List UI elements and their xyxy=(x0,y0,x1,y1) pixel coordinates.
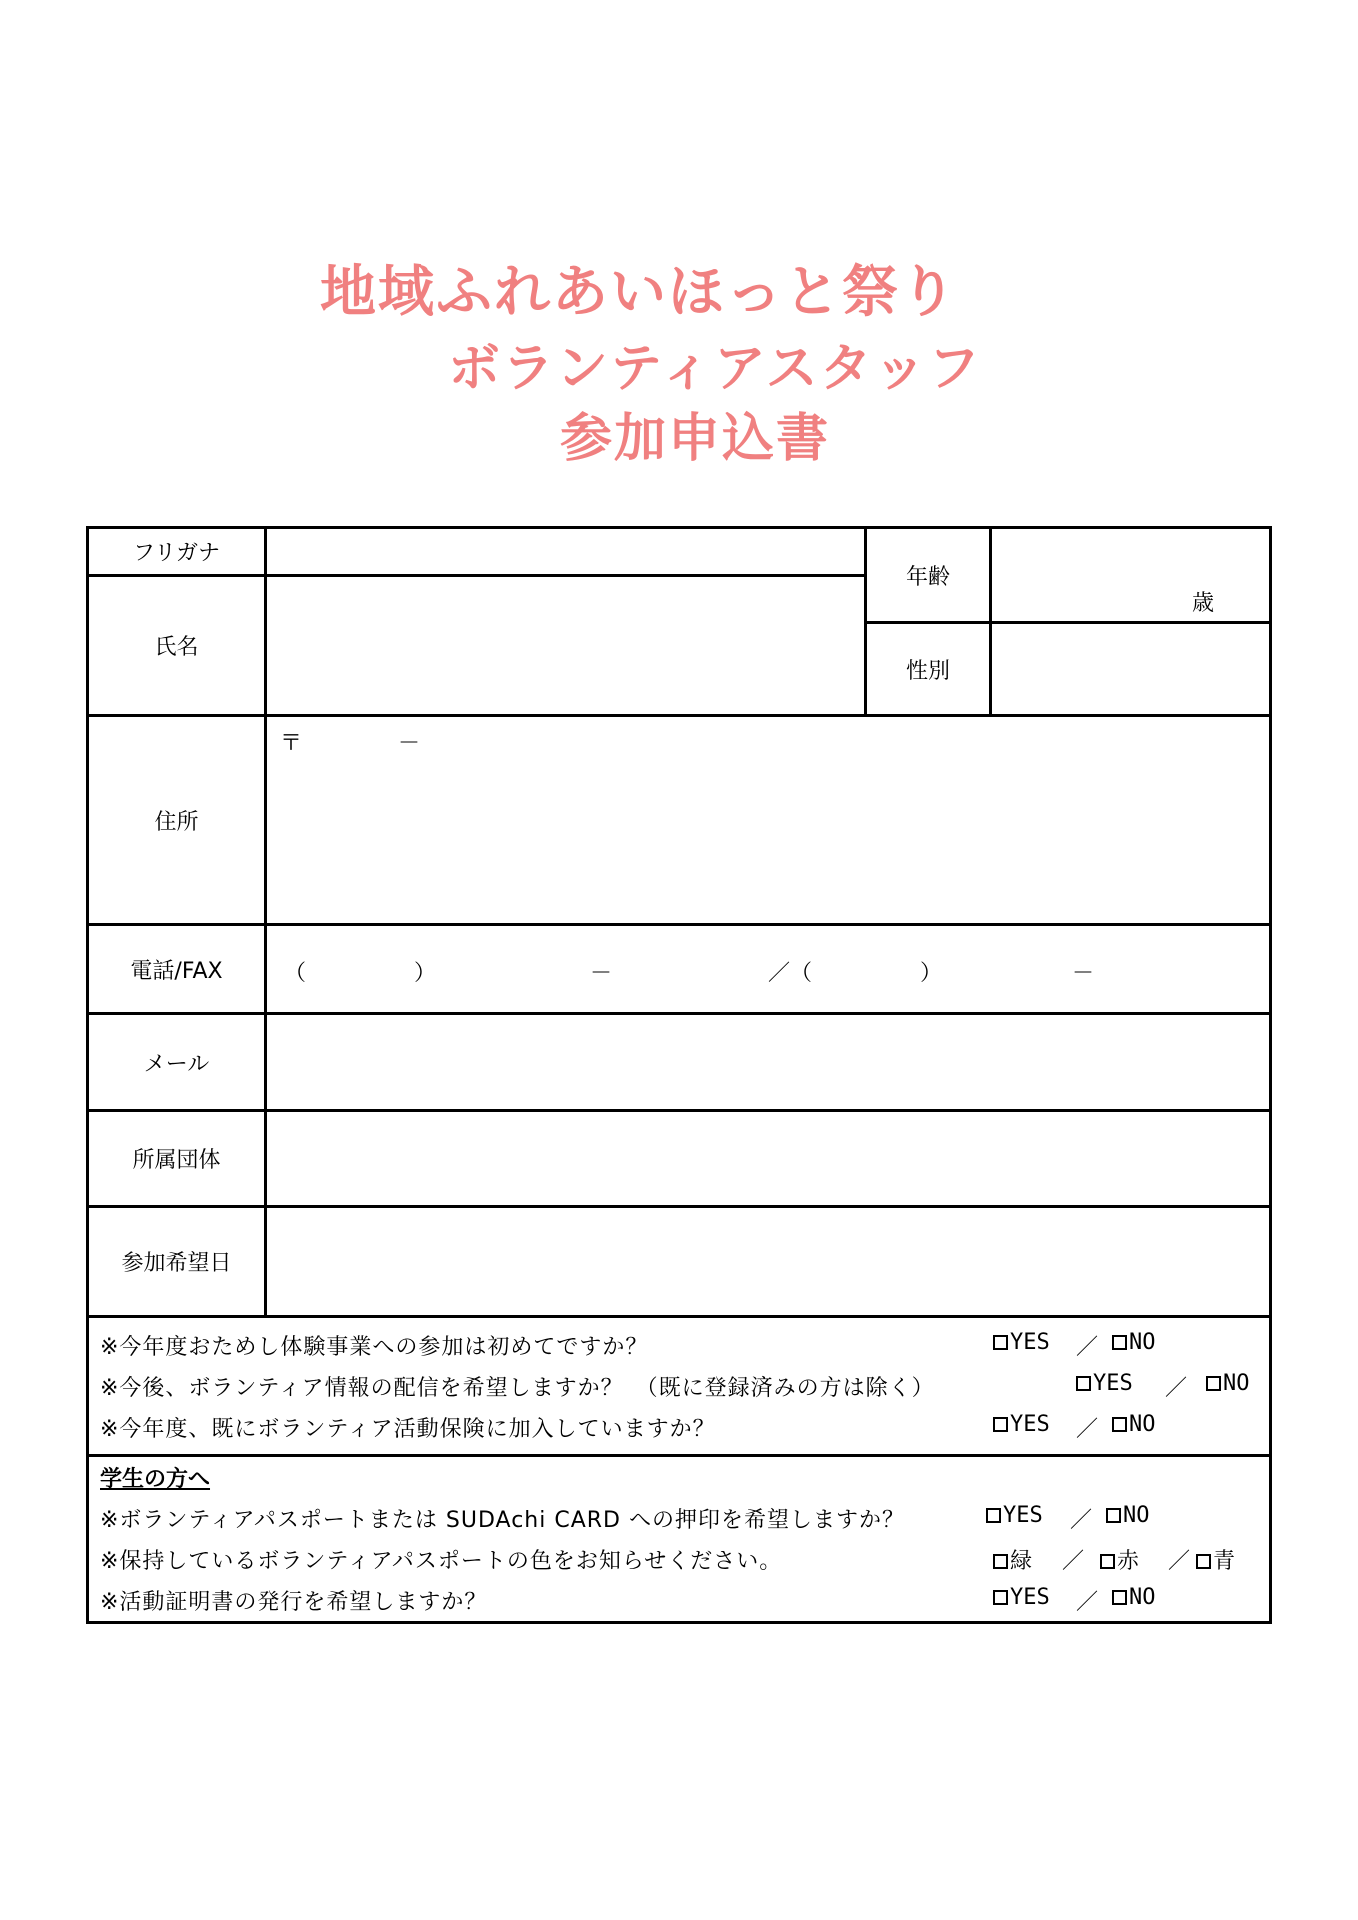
title-line-3: 参加申込書 xyxy=(560,409,831,469)
phone-paren-close: ） xyxy=(414,961,437,986)
q2-yes-checkbox[interactable]: YES xyxy=(1076,1371,1133,1396)
organization-label: 所属団体 xyxy=(132,1148,221,1173)
q1-no-checkbox[interactable]: NO xyxy=(1112,1330,1156,1355)
email-label: メール xyxy=(143,1051,210,1077)
phone-fax-label: 電話/FAX xyxy=(130,958,223,984)
question-3: ※今年度、既にボランティア活動保険に加入していますか？ xyxy=(100,1417,716,1442)
q1-yes-checkbox[interactable]: YES xyxy=(993,1330,1050,1355)
s3-yes-checkbox[interactable]: YES xyxy=(993,1585,1050,1610)
age-unit: 歳 xyxy=(1192,591,1215,616)
furigana-label: フリガナ xyxy=(133,541,220,566)
q2-no-checkbox[interactable]: NO xyxy=(1206,1371,1250,1396)
age-field[interactable] xyxy=(992,529,1269,621)
gender-field[interactable] xyxy=(992,624,1269,714)
s1-no-checkbox[interactable]: NO xyxy=(1106,1503,1150,1528)
title-line-2: ボランティアスタッフ xyxy=(448,339,982,399)
phone-dash: － xyxy=(590,961,613,986)
q3-no-checkbox[interactable]: NO xyxy=(1112,1412,1156,1437)
name-field[interactable] xyxy=(267,577,864,714)
desired-date-field[interactable] xyxy=(267,1208,1269,1315)
student-question-3: ※活動証明書の発行を希望しますか？ xyxy=(100,1590,488,1615)
s2-sep-1: ／ xyxy=(1062,1549,1085,1574)
postal-dash: － xyxy=(398,731,421,756)
s3-no-checkbox[interactable]: NO xyxy=(1112,1585,1156,1610)
students-heading: 学生の方へ xyxy=(100,1467,211,1492)
organization-field[interactable] xyxy=(267,1112,1269,1205)
s2-sep-2: ／ xyxy=(1168,1549,1191,1574)
s1-sep: ／ xyxy=(1070,1508,1093,1533)
postal-mark: 〒 xyxy=(280,731,303,756)
gender-label: 性別 xyxy=(905,658,950,684)
desired-date-label: 参加希望日 xyxy=(121,1251,232,1276)
color-green-checkbox[interactable]: 緑 xyxy=(993,1544,1032,1575)
color-blue-checkbox[interactable]: 青 xyxy=(1196,1544,1235,1575)
question-2: ※今後、ボランティア情報の配信を希望しますか？ （既に登録済みの方は除く） xyxy=(100,1376,935,1401)
q1-sep: ／ xyxy=(1076,1335,1099,1360)
q3-sep: ／ xyxy=(1076,1417,1099,1442)
color-red-checkbox[interactable]: 赤 xyxy=(1100,1544,1139,1575)
fax-paren-close: ） xyxy=(920,961,943,986)
s1-yes-checkbox[interactable]: YES xyxy=(986,1503,1043,1528)
q2-sep: ／ xyxy=(1165,1376,1188,1401)
fax-paren-open: ／（ xyxy=(768,961,813,986)
student-question-2: ※保持しているボランティアパスポートの色をお知らせください。 xyxy=(100,1549,783,1574)
question-1: ※今年度おためし体験事業への参加は初めてですか？ xyxy=(100,1335,649,1360)
s3-sep: ／ xyxy=(1076,1590,1099,1615)
q3-yes-checkbox[interactable]: YES xyxy=(993,1412,1050,1437)
phone-paren-open: （ xyxy=(284,961,307,986)
name-label: 氏名 xyxy=(154,635,199,660)
address-label: 住所 xyxy=(154,809,199,835)
age-label: 年齢 xyxy=(905,564,950,590)
title-line-1: 地域ふれあいほっと祭り xyxy=(320,260,958,325)
student-question-1: ※ボランティアパスポートまたは SUDAchi CARD への押印を希望しますか？ xyxy=(100,1508,905,1533)
furigana-field[interactable] xyxy=(267,529,864,574)
email-field[interactable] xyxy=(267,1015,1269,1109)
fax-dash: － xyxy=(1072,961,1095,986)
